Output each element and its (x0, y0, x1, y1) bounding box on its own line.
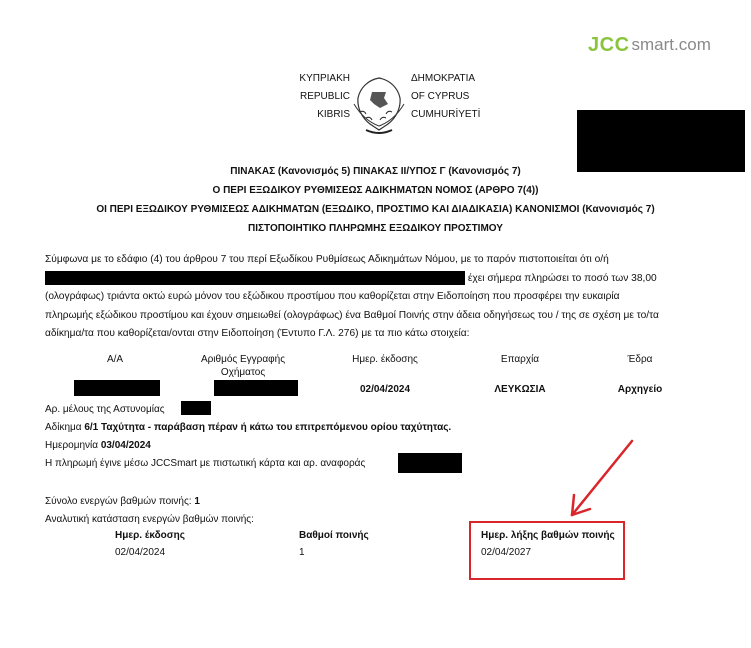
redaction-block (181, 401, 211, 415)
redaction-block (398, 453, 462, 473)
header-left-line: REPUBLIC (299, 91, 350, 102)
offence-line (45, 422, 451, 433)
paragraph-line-2-text: έχει σήμερα πληρώσει το ποσό των 38,00 (467, 272, 657, 284)
date-line (45, 440, 151, 451)
paragraph-line-2 (45, 270, 710, 289)
header-right-line: OF CYPRUS (411, 91, 470, 102)
total-points-value: 1 (194, 496, 200, 507)
document-titles (0, 162, 751, 238)
paragraph-line: πληρωμής εξώδικου προστίμου και έχουν σημειωθεί (ολογράφως) ένα Βαθμοί Ποινής στην άδεια οδηγήσεως του / της σε σχέση με το/τα (45, 309, 659, 321)
points-col-expiry-date: Ημερ. λήξης βαθμών ποινής (481, 530, 615, 541)
coat-of-arms-icon (344, 74, 414, 138)
logo-smart-text: smart.com (631, 35, 711, 54)
points-row-expiry-date: 02/04/2027 (481, 547, 532, 558)
points-col-points: Βαθμοί ποινής (299, 530, 369, 541)
title-line: Ο ΠΕΡΙ ΕΞΩΔΙΚΟΥ ΡΥΘΜΙΣΕΩΣ ΑΔΙΚΗΜΑΤΩΝ ΝΟΜΟΣ (ΑΡΘΡΟ 7(4)) (212, 185, 539, 196)
paragraph-line: αδίκημα/τα που καθορίζεται/ονται στην Ειδοποίηση (Έντυπο Γ.Λ. 276) με τα πιο κάτω στοιχεία: (45, 328, 470, 339)
red-arrow-icon (560, 435, 640, 525)
col-header-district: Επαρχία (500, 354, 540, 365)
points-row-issue-date: 02/04/2024 (115, 547, 166, 558)
header-right (411, 70, 501, 124)
offence-label: Αδίκημα (45, 422, 82, 433)
col-header-registration: Αριθμός Εγγραφής Οχήματος (200, 354, 286, 378)
row-district: ΛΕΥΚΩΣΙΑ (494, 384, 546, 395)
date-value: 03/04/2024 (100, 440, 151, 451)
payment-line (45, 458, 365, 469)
header-right-line: CUMHURİYETİ (411, 109, 481, 120)
redaction-block (45, 271, 465, 285)
total-points-label: Σύνολο ενεργών βαθμών ποινής: (45, 496, 192, 507)
total-points-line (45, 496, 200, 507)
title-line: ΠΙΝΑΚΑΣ (Κανονισμός 5) ΠΙΝΑΚΑΣ ΙΙ/ΥΠΟΣ Γ (Κανονισμός 7) (230, 166, 521, 177)
paragraph-line: Σύμφωνα με το εδάφιο (4) του άρθρου 7 του περί Εξωδίκου Ρυθμίσεως Αδικημάτων Νόμου, με το παρόν πιστοποιείται ότι ο/ή (45, 254, 609, 265)
jccsmart-logo (588, 34, 711, 56)
col-header-issue-date: Ημερ. έκδοσης (352, 354, 418, 365)
redaction-block (214, 380, 298, 396)
breakdown-label: Αναλυτική κατάσταση ενεργών βαθμών ποινής: (45, 514, 254, 525)
header-left-line: KIBRIS (317, 109, 350, 120)
redaction-block (74, 380, 160, 396)
header-right-line: ΔΗΜΟΚΡΑΤΙΑ (411, 73, 476, 84)
points-row-points: 1 (299, 547, 305, 558)
paragraph-line: (ολογράφως) τριάντα οκτώ ευρώ μόνον του εξώδικου προστίμου που καθορίζεται στην Ειδοποίηση που προσφέρει την ευκαιρία (45, 291, 620, 302)
police-member-label: Αρ. μέλους της Αστυνομίας (45, 404, 165, 415)
header-left-line: ΚΥΠΡΙΑΚΗ (299, 73, 350, 84)
police-member-line (45, 404, 165, 415)
title-line: ΠΙΣΤΟΠΟΙΗΤΙΚΟ ΠΛΗΡΩΜΗΣ ΕΞΩΔΙΚΟΥ ΠΡΟΣΤΙΜΟΥ (248, 223, 503, 234)
col-header-seat: Έδρα (627, 354, 653, 365)
payment-text: Η πληρωμή έγινε μέσω JCCSmart με πιστωτική κάρτα και αρ. αναφοράς (45, 458, 366, 469)
certificate-paragraph (45, 251, 710, 344)
offence-value: 6/1 Ταχύτητα - παράβαση πέραν ή κάτω του επιτρεπόμενου ορίου ταχύτητας. (84, 422, 452, 433)
title-line: ΟΙ ΠΕΡΙ ΕΞΩΔΙΚΟΥ ΡΥΘΜΙΣΕΩΣ ΑΔΙΚΗΜΑΤΩΝ (ΕΞΩΔΙΚΟ, ΠΡΟΣΤΙΜΟ ΚΑΙ ΔΙΑΔΙΚΑΣΙΑ) ΚΑΝΟΝΙΣΜΟΙ (Κανονισμός 7) (96, 204, 655, 215)
expiry-highlight-box (469, 521, 625, 580)
date-label: Ημερομηνία (45, 440, 99, 451)
points-col-issue-date: Ημερ. έκδοσης (115, 530, 185, 541)
row-issue-date: 02/04/2024 (359, 384, 411, 395)
header-left (260, 70, 350, 124)
logo-jcc-text: JCC (588, 33, 630, 56)
row-seat: Αρχηγείο (617, 384, 663, 395)
col-header-aa: Α/Α (106, 354, 124, 365)
